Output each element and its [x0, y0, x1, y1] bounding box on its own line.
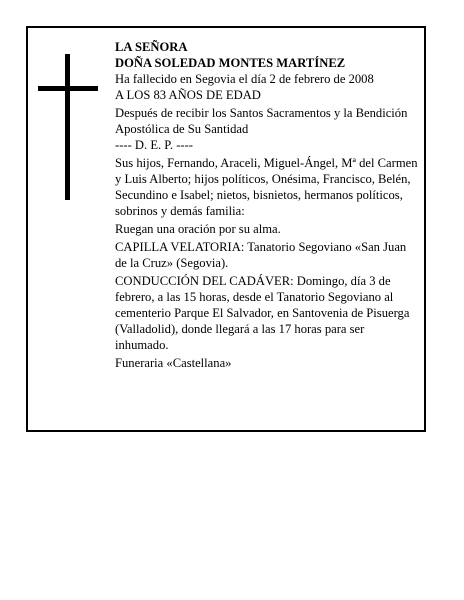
procession-info: CONDUCCIÓN DEL CADÁVER: Domingo, día 3 de febrero, a las 15 horas, desde el Tanatorio Segoviano al cementerio Parque El Salvador, en Santovenia de Pisuerga (Valladolid), donde llegará a las 17 horas para ser inhumado.: [115, 274, 410, 352]
age-line: A LOS 83 AÑOS DE EDAD: [115, 88, 261, 102]
prayer-request: Ruegan una oración por su alma.: [115, 222, 281, 236]
sacraments-text: Después de recibir los Santos Sacramentos y la Bendición Apostólica de Su Santidad: [115, 106, 408, 136]
funeral-home: Funeraria «Castellana»: [115, 356, 232, 370]
rip-line: ---- D. E. P. ----: [115, 138, 193, 152]
cross-vertical-bar: [65, 54, 70, 200]
family-list: Sus hijos, Fernando, Araceli, Miguel-Ángel, Mª del Carmen y Luis Alberto; hijos políticos, Onésima, Francisco, Belén, Secundino e Isabel; nietos, bisnietos, hermanos políticos, sobrinos y demás familia:: [115, 156, 418, 218]
notice-text: [115, 39, 419, 371]
death-announcement: Ha fallecido en Segovia el día 2 de febrero de 2008: [115, 72, 374, 86]
deceased-name: DOÑA SOLEDAD MONTES MARTÍNEZ: [115, 56, 346, 70]
notice-heading-title: LA SEÑORA: [115, 40, 188, 54]
chapel-info: CAPILLA VELATORIA: Tanatorio Segoviano «San Juan de la Cruz» (Segovia).: [115, 240, 407, 270]
cross-horizontal-bar: [38, 86, 98, 91]
cross-icon: [38, 54, 98, 200]
obituary-notice: [26, 26, 426, 432]
